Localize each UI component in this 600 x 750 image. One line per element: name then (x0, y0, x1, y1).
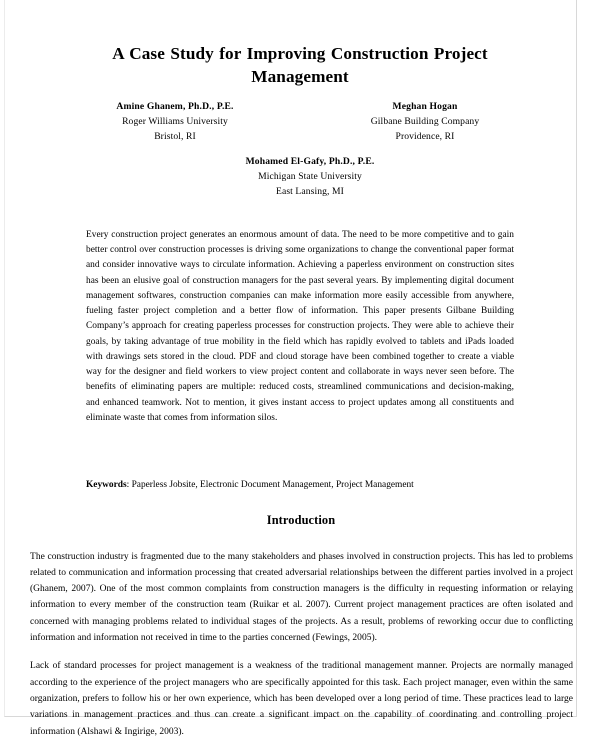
author-block-2 (310, 100, 540, 145)
body-paragraph: The construction industry is fragmented due to the many stakeholders and phases involved in construction projects. This has led to problems related to communication and information processing that created adversarial relationships between the different parties involved in a project (Ghanem, 2007). One of the most common complaints from construction managers is the difficulty in requesting information or relaying information to every member of the construction team (Ruikar et al. 2007). Current project management practices are often isolated and concerned with managing problems related to individual stages of the projects. As a result, problems of reworking occur due to conflicting information and information not received in time to the parties concerned (Fewings, 2005). (30, 551, 573, 644)
author-block-1 (60, 100, 290, 145)
keywords-value: Paperless Jobsite, Electronic Document Management, Project Management (131, 480, 414, 490)
body-paragraph: Lack of standard processes for project management is a weakness of the traditional management manner. Projects are normally managed according to the experience of the project managers who are specifically appointed for this task. Each project manager, even within the same organization, prefers to follow his or her own experience, which has been developed over a long period of time. These practices lead to large variations in management practices and thus can create a significant impact on the capability of coordinating and controlling project information (Alshawi & Ingirige, 2003). (30, 661, 573, 737)
author-name: Amine Ghanem, Ph.D., P.E. (116, 101, 234, 112)
author-affiliation: Roger Williams University (122, 115, 228, 127)
authors-row (60, 100, 540, 145)
author-location: Bristol, RI (154, 130, 196, 142)
abstract-text: Every construction project generates an enormous amount of data. The need to be more competitive and to gain better control over construction processes is driving some organizations to change the conventional paper format and consider innovative ways to circulate information. Achieving a paperless environment on construction sites has been an elusive goal of construction managers for the past several years. By implementing digital document management softwares, construction companies can make information more easily accessible from anywhere, fueling faster project completion and a better flow of information. This paper presents Gilbane Building Company’s approach for creating paperless processes for construction projects. They were able to achieve their goals, by taking advantage of true mobility in the field which has rapidly evolved to tablets and iPads loaded with drawings sets stored in the cloud. PDF and cloud storage have been combined together to create a viable way for the designer and field workers to view project content and collaborate in ways never seen before. The benefits of eliminating papers are multiple: reduced costs, streamlined communications and decision-making, and enhanced teamwork. Not to mention, it gives instant access to project updates among all constituents and eliminate waste that comes from information silos. (86, 230, 514, 423)
section-body-introduction (30, 539, 573, 750)
author-location: Providence, RI (395, 130, 455, 142)
title-block (80, 42, 520, 88)
keywords-separator: : (126, 480, 132, 490)
page-title: A Case Study for Improving Construction Project Management (112, 44, 488, 87)
keywords-line (86, 478, 514, 493)
author-block-3 (190, 155, 430, 200)
author-location: East Lansing, MI (276, 185, 344, 197)
keywords-label: Keywords (86, 480, 127, 490)
author-affiliation: Gilbane Building Company (370, 115, 480, 127)
author-affiliation: Michigan State University (258, 170, 362, 182)
section-heading-introduction: Introduction (266, 513, 336, 527)
abstract-block (86, 228, 514, 426)
author-name: Mohamed El-Gafy, Ph.D., P.E. (245, 156, 375, 167)
author-name: Meghan Hogan (392, 101, 458, 112)
